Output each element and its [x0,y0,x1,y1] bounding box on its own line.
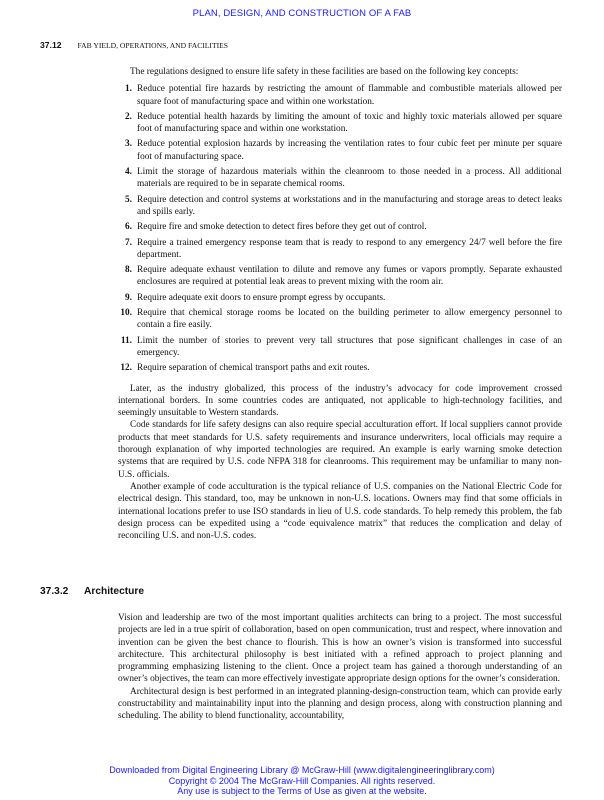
page-number: 37.12 [40,40,62,50]
list-item-text: Require that chemical storage rooms be located on the building perimeter to allow emergency personnel to contain a fire easily. [137,308,562,331]
list-item-text: Require adequate exhaust ventilation to dilute and remove any fumes or vapors promptly. Separate exhausted enclosures are required at potential leak areas to prevent mixing with the room air. [137,265,562,288]
list-item [118,83,562,108]
list-item-text: Reduce potential explosion hazards by increasing the ventilation rates to four cubic feet per minute per square foot of manufacturing space. [137,139,562,162]
list-item-number: 3. [125,139,132,150]
list-item [118,292,562,304]
list-item-number: 6. [125,222,132,233]
list-item-text: Limit the storage of hazardous materials within the cleanroom to those needed in a process. All additional materials are required to be in separate chemical rooms. [137,167,562,190]
list-item-number: 10. [120,308,132,319]
list-item [118,194,562,219]
list-item [118,264,562,289]
chapter-banner[interactable]: PLAN, DESIGN, AND CONSTRUCTION OF A FAB [192,8,412,19]
running-head [40,40,228,50]
architecture-text [118,612,562,723]
chapter-title: FAB YIELD, OPERATIONS, AND FACILITIES [77,41,228,50]
list-item-number: 1. [125,84,132,95]
section-heading [40,586,144,597]
section-number: 37.3.2 [40,586,69,597]
list-item-number: 12. [120,363,132,374]
paragraph: Code standards for life safety designs can also require special acculturation effort. If local suppliers cannot provide products that meet standards for U.S. safety requirements and insurance underwriters, local officials may require a thorough explanation of why imported technologies are required. An example is early warning smoke detection systems that are required by U.S. code NFPA 318 for cleanrooms. This requirement may be unfamiliar to many non-U.S. officials. [118,420,562,480]
footer-terms-link[interactable]: Any use is subject to the Terms of Use as given at the website. [177,786,427,796]
list-item-text: Require fire and smoke detection to detect fires before they get out of control. [137,222,427,233]
footer-copyright: Copyright © 2004 The McGraw-Hill Companies. All rights reserved. [168,775,436,786]
paragraph: Architectural design is best performed in an integrated planning-design-construction team, which can provide early constructability and maintainability input into the planning and design process, along with construction planning and scheduling. The ability to blend functionality, accountability, [118,686,562,722]
list-item [118,221,562,233]
list-item [118,111,562,136]
requirements-list [118,83,562,374]
list-item-text: Reduce potential fire hazards by restricting the amount of flammable and combustible materials allowed per square foot of manufacturing space and within one workstation. [137,84,562,107]
list-item-text: Require adequate exit doors to ensure prompt egress by occupants. [137,292,386,303]
list-item [118,138,562,163]
list-item [118,166,562,191]
list-item-number: 2. [125,111,132,122]
paragraph: Later, as the industry globalized, this process of the industry’s advocacy for code improvement crossed international borders. In some countries codes are antiquated, not applicable to high-technology facilities, and seemingly unsuitable to Western standards. [118,383,562,419]
list-item [118,362,562,374]
list-item [118,335,562,360]
section-title: Architecture [84,586,145,597]
list-item [118,237,562,262]
list-item-number: 4. [125,167,132,178]
list-item-number: 8. [125,265,132,276]
download-footer [0,765,604,797]
list-item-text: Reduce potential health hazards by limiting the amount of toxic and highly toxic materials allowed per square foot of manufacturing space and within one workstation. [137,111,562,135]
list-item-text: Limit the number of stories to prevent very tall structures that pose significant challenges in case of an emergency. [137,335,562,358]
list-item [118,307,562,332]
list-item-number: 9. [125,292,132,303]
list-item-number: 7. [125,237,132,248]
main-text [118,66,562,542]
list-item-text: Require separation of chemical transport paths and exit routes. [137,363,370,374]
list-item-text: Require detection and control systems at workstations and in the manufacturing and storage areas to detect leaks and spills early. [137,194,562,217]
list-item-number: 5. [125,194,132,205]
paragraph: Another example of code acculturation is the typical reliance of U.S. companies on the National Electric Code for electrical design. This standard, too, may be unknown in non-U.S. locations. Owners may find that some officials in international locations prefer to use ISO standards in lieu of U.S. code standards. To help remedy this problem, the fab design process can be expedited using a “code equivalence matrix” that reduces the complication and delay of reconciling U.S. and non-U.S. codes. [118,481,562,542]
list-item-text: Require a trained emergency response team that is ready to respond to any emergency 24/7 well before the fire department. [137,237,562,260]
footer-source-link[interactable]: Downloaded from Digital Engineering Library @ McGraw-Hill (www.digitalengineeringlibrary.com) [109,765,495,775]
paragraph: Vision and leadership are two of the most important qualities architects can bring to a project. The most successful projects are led in a true spirit of collaboration, based on open communication, trust and respect, where innovation and invention can be given the best chance to flourish. This is how an owner’s vision is transformed into successful architecture. This architectural philosophy is best initiated with a refined approach to project planning and programming emphasizing listening to the client. Once a project team has gained a thorough understanding of an owner’s objectives, the team can more effectively investigate appropriate design options for the owner’s consideration. [118,613,562,685]
intro-paragraph: The regulations designed to ensure life safety in these facilities are based on the following key concepts: [130,67,519,77]
list-item-number: 11. [120,335,132,346]
code-acculturation-section [118,383,562,543]
